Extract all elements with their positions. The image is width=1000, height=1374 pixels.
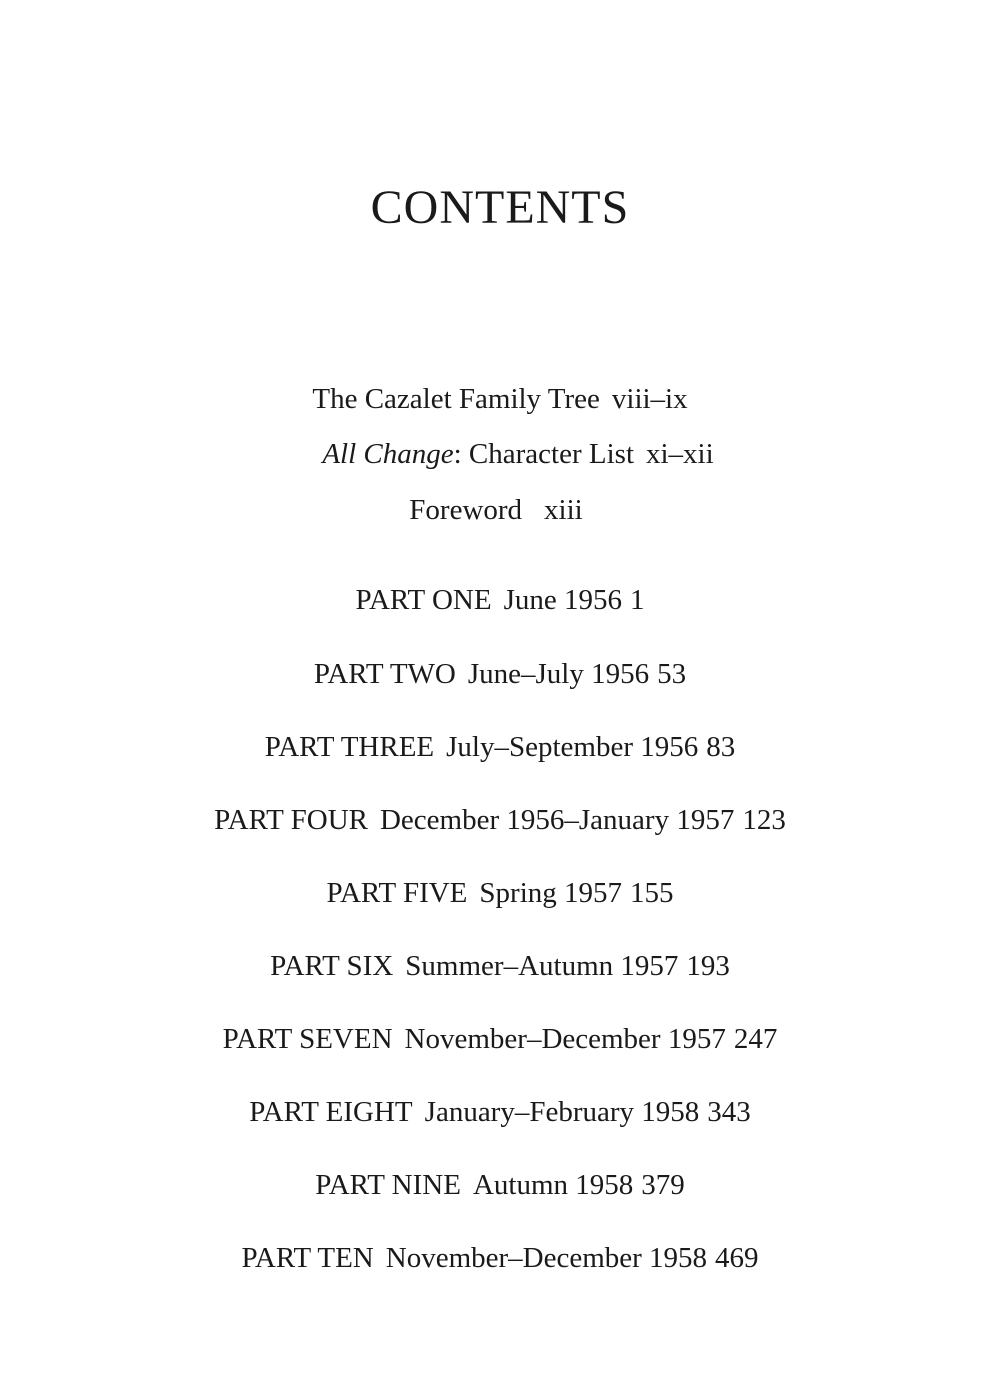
toc-part-label: PART ONE xyxy=(355,584,492,616)
toc-part-dates: January–February 1958 xyxy=(424,1096,700,1128)
toc-entry-part-nine[interactable] xyxy=(0,1167,1000,1203)
toc-part-label: PART TEN xyxy=(241,1242,374,1274)
toc-entry-part-one[interactable] xyxy=(0,582,1000,618)
toc-part-page: 155 xyxy=(630,877,674,909)
toc-entry-pages: viii–ix xyxy=(611,383,688,415)
toc-part-page: 343 xyxy=(707,1096,751,1128)
toc-entry-part-ten[interactable] xyxy=(0,1240,1000,1276)
toc-part-label: PART FOUR xyxy=(214,804,368,836)
toc-entry-title: Foreword xyxy=(409,494,523,526)
toc-entry-title: The Cazalet Family Tree xyxy=(312,383,600,415)
toc-part-label: PART NINE xyxy=(315,1169,461,1201)
toc-entry-part-eight[interactable] xyxy=(0,1094,1000,1130)
toc-entry-character-list[interactable] xyxy=(0,436,1000,472)
toc-part-label: PART FIVE xyxy=(326,877,468,909)
toc-entry-part-two[interactable] xyxy=(0,656,1000,692)
toc-part-page: 83 xyxy=(706,731,736,763)
toc-part-page: 469 xyxy=(715,1242,759,1274)
toc-part-dates: July–September 1956 xyxy=(446,731,699,763)
toc-entry-part-five[interactable] xyxy=(0,875,1000,911)
toc-part-page: 193 xyxy=(686,950,730,982)
toc-part-dates: Summer–Autumn 1957 xyxy=(405,950,679,982)
toc-part-dates: November–December 1958 xyxy=(385,1242,708,1274)
toc-entry-title: : Character List xyxy=(453,438,634,470)
toc-part-dates: Autumn 1958 xyxy=(472,1169,634,1201)
toc-part-page: 379 xyxy=(641,1169,685,1201)
page-title: CONTENTS xyxy=(370,181,630,234)
toc-entry-part-six[interactable] xyxy=(0,948,1000,984)
toc-entry-title-italic: All Change xyxy=(322,438,454,470)
toc-entry-family-tree[interactable] xyxy=(0,381,1000,417)
toc-part-dates: Spring 1957 xyxy=(479,877,622,909)
toc-part-page: 1 xyxy=(629,584,645,616)
toc-part-label: PART SEVEN xyxy=(222,1023,393,1055)
toc-part-dates: November–December 1957 xyxy=(404,1023,726,1055)
toc-entry-pages: xiii xyxy=(544,494,583,526)
toc-entry-part-three[interactable] xyxy=(0,729,1000,765)
toc-entry-pages: xi–xii xyxy=(646,438,714,470)
toc-entry-part-seven[interactable] xyxy=(0,1021,1000,1057)
toc-part-label: PART THREE xyxy=(264,731,435,763)
toc-part-dates: June–July 1956 xyxy=(467,658,650,690)
toc-part-label: PART EIGHT xyxy=(249,1096,413,1128)
toc-part-page: 123 xyxy=(742,804,786,836)
toc-part-page: 247 xyxy=(733,1023,778,1055)
toc-part-dates: December 1956–January 1957 xyxy=(379,804,735,836)
toc-part-label: PART SIX xyxy=(270,950,394,982)
toc-part-label: PART TWO xyxy=(313,658,456,690)
toc-entry-part-four[interactable] xyxy=(0,802,1000,838)
toc-part-page: 53 xyxy=(657,658,687,690)
toc-part-dates: June 1956 xyxy=(503,584,622,616)
toc-entry-foreword[interactable] xyxy=(0,492,1000,528)
